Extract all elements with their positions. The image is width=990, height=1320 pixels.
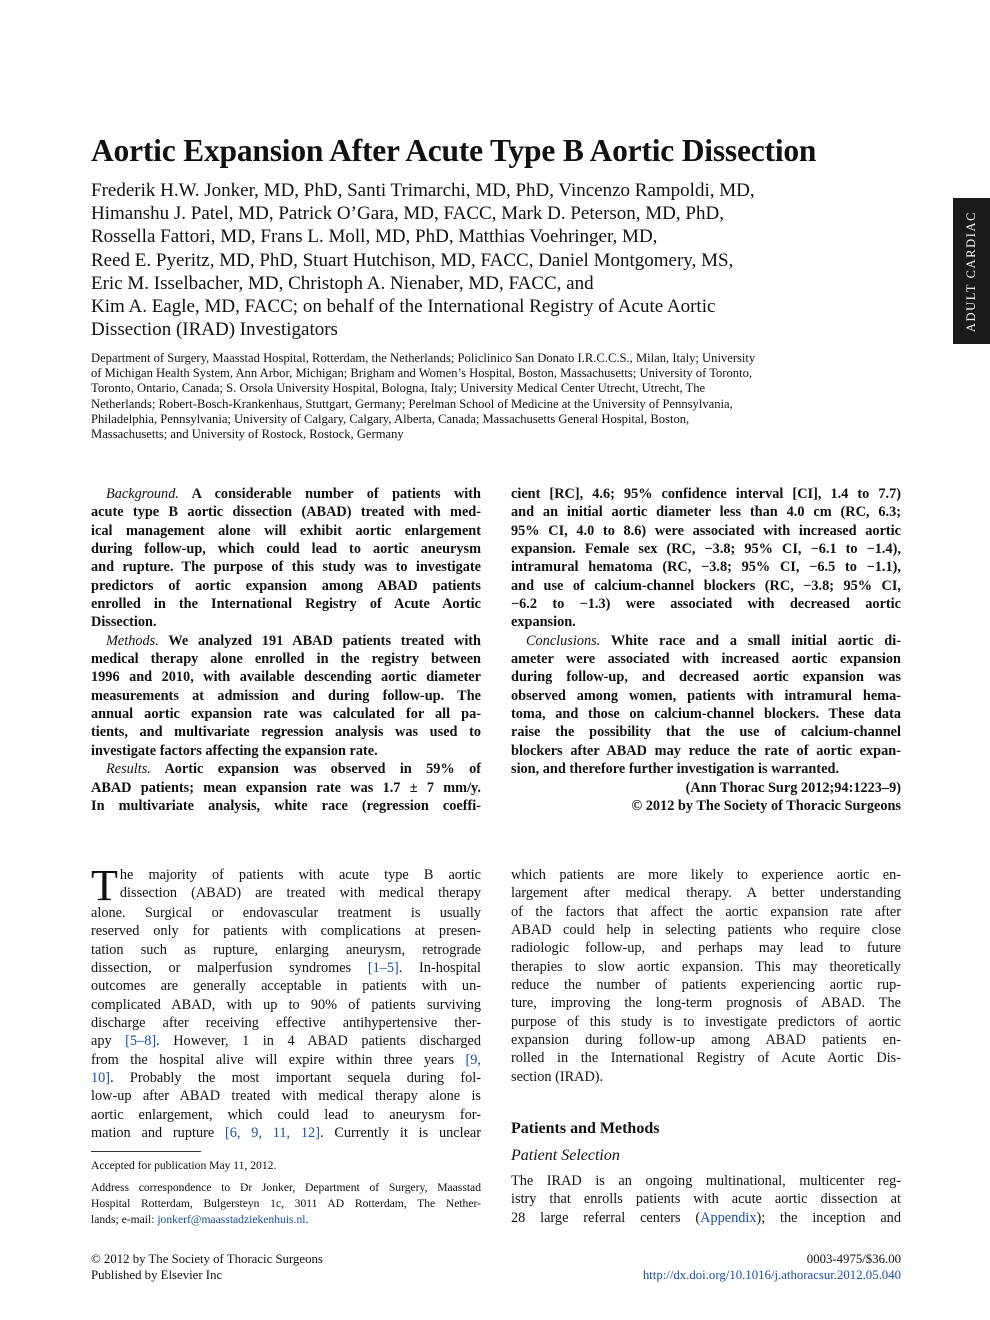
- body-line: ture, improving the long-term prognosis of ABAD. The: [511, 995, 901, 1012]
- abstract-line: tients, and multivariate regression analysis was used to: [91, 724, 481, 741]
- subsection-heading: Patient Selection: [511, 1147, 620, 1164]
- footer-issn: 0003-4975/$36.00: [806, 1252, 901, 1266]
- author-line: Frederik H.W. Jonker, MD, PhD, Santi Trimarchi, MD, PhD, Vincenzo Rampoldi, MD,: [91, 180, 755, 201]
- reference-link[interactable]: 10]: [91, 1070, 111, 1087]
- body-line: dissection (ABAD) are treated with medical therapy: [119, 885, 481, 902]
- section-heading: Patients and Methods: [511, 1120, 660, 1137]
- abstract-line: Background. A considerable number of patients with: [106, 486, 481, 502]
- address-line: lands; e-mail: jonkerf@maasstadziekenhuis.nl.: [91, 1213, 309, 1226]
- email-link[interactable]: jonkerf@maasstadziekenhuis.nl: [157, 1213, 306, 1226]
- section-tab-label: ADULT CARDIAC: [964, 210, 979, 332]
- body-line: low-up after ABAD treated with medical therapy alone is: [91, 1088, 481, 1105]
- body-line: reserved only for patients with complications at presen-: [91, 923, 481, 940]
- body-line: dissection, or malperfusion syndromes [1–5]. In-hospital: [91, 960, 481, 977]
- abstract-line: 1996 and 2010, with available descending aortic diameter: [91, 669, 481, 686]
- footnotes: [91, 1158, 481, 1228]
- abstract-line: Dissection.: [91, 614, 157, 631]
- body-line: section (IRAD).: [511, 1068, 604, 1085]
- author-list: [91, 179, 921, 341]
- abstract-line: expansion.: [511, 614, 576, 631]
- affiliation-line: Philadelphia, Pennsylvania; University of Calgary, Calgary, Alberta, Canada; Massachusetts General Hospital, Boston,: [91, 411, 690, 426]
- abstract-line: sion, and therefore further investigation is warranted.: [511, 761, 840, 778]
- footnote-divider: [91, 1151, 201, 1152]
- body-line: expansion during follow-up among ABAD patients en-: [511, 1032, 901, 1049]
- section-tab: [953, 198, 990, 344]
- patient-selection-text: [511, 1172, 901, 1227]
- body-line: from the hospital alive will expire within three years [9,: [91, 1051, 481, 1068]
- address-line: Address correspondence to Dr Jonker, Department of Surgery, Maasstad: [91, 1181, 481, 1194]
- abstract-line: annual aortic expansion rate was calculated for all pa-: [91, 706, 481, 723]
- abstract-line: Methods. We analyzed 191 ABAD patients treated with: [106, 632, 481, 649]
- footer-copyright: © 2012 by The Society of Thoracic Surgeons: [91, 1252, 323, 1266]
- abstract-line: expansion. Female sex (RC, −3.8; 95% CI, −6.1 to −1.4),: [511, 541, 901, 558]
- abstract-line: enrolled in the International Registry of Acute Aortic: [91, 596, 481, 613]
- author-line: Himanshu J. Patel, MD, Patrick O’Gara, MD, FACC, Mark D. Peterson, MD, PhD,: [91, 203, 724, 225]
- abstract-line: −6.2 to −1.3) were associated with decreased aortic: [511, 596, 901, 613]
- reference-link[interactable]: [1–5]: [367, 960, 399, 977]
- abstract-line: In multivariate analysis, white race (regression coeffi-: [91, 797, 481, 814]
- abstract-line: toma, and those on calcium-channel blockers. These data: [511, 706, 901, 723]
- abstract-line: investigate factors affecting the expansion rate.: [91, 742, 378, 759]
- accepted-note: Accepted for publication May 11, 2012.: [91, 1159, 277, 1172]
- affiliation-line: Massachusetts; and University of Rostock, Rostock, Germany: [91, 427, 404, 442]
- abstract-line: measurements at admission and during follow-up. The: [91, 687, 481, 704]
- reference-link[interactable]: [9,: [465, 1051, 481, 1068]
- body-line: 10]. Probably the most important sequela during fol-: [91, 1070, 481, 1087]
- results-label: Results.: [106, 761, 151, 778]
- body-line: istry that enrolls patients with acute aortic dissection at: [511, 1191, 901, 1208]
- author-line: Reed E. Pyeritz, MD, PhD, Stuart Hutchison, MD, FACC, Daniel Montgomery, MS,: [91, 249, 734, 271]
- methods-label: Methods.: [106, 632, 159, 649]
- appendix-link[interactable]: Appendix: [700, 1209, 757, 1226]
- reference-link[interactable]: [5–8]: [125, 1033, 157, 1050]
- abstract-line: during follow-up, which could lead to aortic aneurysm: [91, 541, 481, 558]
- abstract-line: raise the possibility that the use of calcium-channel: [511, 724, 901, 741]
- journal-citation: (Ann Thorac Surg 2012;94:1223–9): [685, 779, 901, 796]
- abstract-line: intramural hematoma (RC, −3.8; 95% CI, −6.5 to −1.1),: [511, 559, 901, 576]
- abstract-line: ical management alone will exhibit aortic enlargement: [91, 522, 481, 539]
- footer-right: [643, 1251, 901, 1283]
- body-line: reduce the number of patients experiencing aortic rup-: [511, 977, 901, 994]
- author-line: Kim A. Eagle, MD, FACC; on behalf of the International Registry of Acute Aortic: [91, 296, 716, 318]
- footer-publisher: Published by Elsevier Inc: [91, 1268, 223, 1282]
- body-line: ABAD could help in selecting patients who require close: [511, 922, 901, 939]
- doi-link[interactable]: http://dx.doi.org/10.1016/j.athoracsur.2012.05.040: [642, 1268, 901, 1282]
- affiliation-line: Netherlands; Robert-Bosch-Krankenhaus, Stuttgart, Germany; Perelman School of Medicine at the University of Pennsylvania,: [91, 396, 733, 411]
- abstract-line: Conclusions. White race and a small initial aortic di-: [526, 632, 901, 649]
- abstract-line: Results. Aortic expansion was observed in 59% of: [106, 761, 481, 778]
- abstract-left-column: [91, 485, 481, 815]
- abstract-line: predictors of aortic expansion among ABAD patients: [91, 577, 481, 594]
- body-line: purpose of this study is to investigate predictors of aortic: [511, 1013, 901, 1030]
- body-line: he majority of patients with acute type B aortic: [119, 867, 481, 883]
- affiliation-line: Department of Surgery, Maasstad Hospital, Rotterdam, the Netherlands; Policlinico San Donato I.R.C.C.S., Milan, Italy; University: [91, 351, 756, 365]
- body-line: largement after medical therapy. A better understanding: [511, 885, 901, 902]
- abstract-line: blockers after ABAD may reduce the rate of aortic expan-: [511, 742, 901, 759]
- author-line: Eric M. Isselbacher, MD, Christoph A. Nienaber, MD, FACC, and: [91, 272, 594, 294]
- reference-link[interactable]: [6, 9, 11, 12]: [225, 1125, 320, 1142]
- address-line: Hospital Rotterdam, Bulgersteyn 1c, 3011 AD Rotterdam, The Nether-: [91, 1197, 481, 1210]
- body-line: complicated ABAD, with up to 90% of patients surviving: [91, 996, 481, 1013]
- abstract-line: and an initial aortic diameter less than 4.0 cm (RC, 6.3;: [511, 504, 901, 521]
- abstract-line: ABAD patients; mean expansion rate was 1.7 ± 7 mm/y.: [91, 779, 481, 796]
- abstract-right-column: [511, 485, 901, 815]
- body-line: rolled in the International Registry of Acute Aortic Dis-: [511, 1050, 901, 1067]
- body-line: outcomes are generally acceptable in patients with un-: [91, 978, 481, 995]
- author-line: Rossella Fattori, MD, Frans L. Moll, MD, PhD, Matthias Voehringer, MD,: [91, 226, 658, 248]
- body-line: radiologic follow-up, and perhaps may lead to future: [511, 940, 901, 957]
- abstract-line: cient [RC], 4.6; 95% confidence interval [CI], 1.4 to 7.7): [511, 486, 901, 502]
- affiliations: [91, 351, 903, 442]
- body-line: tation such as rupture, enlarging aneurysm, retrograde: [91, 941, 481, 958]
- body-line: alone. Surgical or endovascular treatment is usually: [91, 905, 481, 921]
- body-line: of the factors that affect the aortic expansion rate after: [511, 903, 901, 920]
- abstract-line: ameter were associated with increased aortic expansion: [511, 651, 901, 668]
- body-line: therapies to slow aortic expansion. This may theoretically: [511, 958, 901, 975]
- abstract-line: 95% CI, 4.0 to 8.6) were associated with increased aortic: [511, 522, 901, 539]
- conclusions-label: Conclusions.: [526, 632, 601, 649]
- abstract-line: and rupture. The purpose of this study was to investigate: [91, 559, 481, 576]
- body-line: which patients are more likely to experience aortic en-: [511, 867, 901, 883]
- drop-cap: T: [91, 861, 118, 910]
- body-line: aortic enlargement, which could lead to aneurysm for-: [91, 1106, 481, 1123]
- body-line: 28 large referral centers (Appendix); the inception and: [511, 1209, 901, 1226]
- body-left-column: [91, 861, 482, 1142]
- abstract-line: during follow-up, and decreased aortic expansion was: [511, 669, 901, 686]
- article-title: Aortic Expansion After Acute Type B Aortic Dissection: [91, 133, 817, 168]
- author-line: Dissection (IRAD) Investigators: [91, 319, 338, 341]
- affiliation-line: of Michigan Health System, Ann Arbor, Michigan; Brigham and Women’s Hospital, Boston, Massachusetts; University of Toronto,: [91, 366, 753, 381]
- abstract-line: and use of calcium-channel blockers (RC, −3.8; 95% CI,: [511, 577, 901, 594]
- abstract-line: acute type B aortic dissection (ABAD) treated with med-: [91, 504, 481, 521]
- abstract-line: medical therapy alone enrolled in the registry between: [91, 651, 481, 668]
- body-line: discharge after receiving effective antihypertensive ther-: [91, 1015, 481, 1032]
- abstract-line: observed among women, patients with intramural hema-: [511, 687, 901, 704]
- body-right-column: [511, 866, 901, 1086]
- affiliation-line: Toronto, Ontario, Canada; S. Orsola University Hospital, Bologna, Italy; University Medical Center Utrecht, Utrecht, The: [91, 381, 706, 396]
- background-label: Background.: [106, 486, 179, 502]
- body-line: The IRAD is an ongoing multinational, multicenter reg-: [511, 1173, 901, 1189]
- abstract-copyright: © 2012 by The Society of Thoracic Surgeons: [631, 797, 901, 814]
- body-line: mation and rupture [6, 9, 11, 12]. Currently it is unclear: [91, 1125, 482, 1142]
- footer-left: [91, 1251, 323, 1283]
- body-line: apy [5–8]. However, 1 in 4 ABAD patients discharged: [91, 1033, 482, 1050]
